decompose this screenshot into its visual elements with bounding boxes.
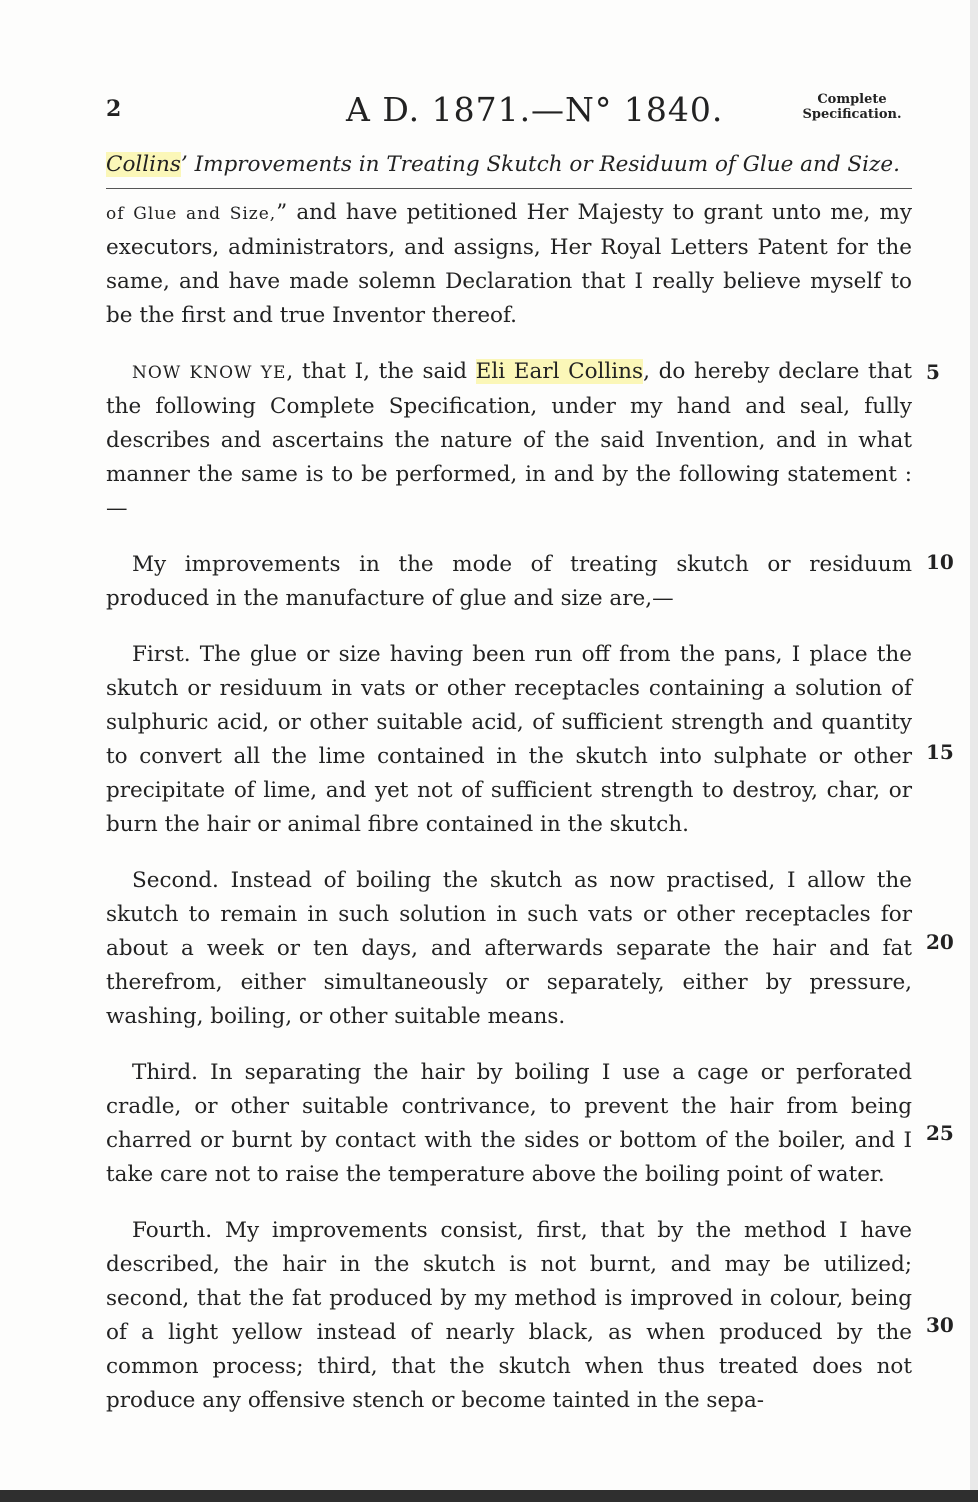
now-know-ye: NOW KNOW YE	[132, 363, 287, 383]
smallcaps-text: of Glue and Size,	[106, 204, 277, 224]
paragraph-5: Second. Instead of boiling the skutch as now practised, I allow the skutch to remain in such solution in such vats or other receptacles for about a week or ten days, and afterwards separate the hair and fat therefrom, either simultaneously or separately, either by pressure, washing, boiling, or other suitable means.	[106, 868, 912, 1029]
paragraph-2-before: , that I, the said	[286, 359, 476, 384]
document-body	[106, 196, 912, 1440]
paragraph-4: First. The glue or size having been run off from the pans, I place the skutch or residuum in vats or other receptacles containing a solution of sulphuric acid, or other suitable acid, of sufficient strength and quantity to convert all the lime contained in the skutch into sulphate or other precipitate of lime, and yet not of sufficient strength to destroy, char, or burn the hair or animal fibre contained in the skutch.	[106, 642, 912, 837]
bottom-bar	[0, 1490, 978, 1502]
page-header	[106, 86, 912, 136]
paragraph-2-after: , do hereby declare that the following Complete Specification, under my hand and seal, fully describes and ascertains the nature of the said Invention, and in what manner the same is to be performed, in and by the following statement :—	[106, 359, 912, 521]
paragraph-3: My improvements in the mode of treating skutch or residuum produced in the manufacture of glue and size are,—	[106, 552, 912, 611]
highlighted-name: Collins	[106, 152, 181, 177]
specification-label	[792, 92, 912, 122]
subtitle-rest: ’ Improvements in Treating Skutch or Residuum of Glue and Size.	[180, 152, 900, 177]
page-number: 2	[106, 96, 122, 122]
spec-label-line2: Specification.	[802, 107, 902, 122]
spec-label-line1: Complete	[817, 92, 887, 107]
line-number-5: 5	[926, 360, 940, 384]
line-number-10: 10	[926, 550, 954, 574]
line-number-30: 30	[926, 1313, 954, 1337]
line-number-20: 20	[926, 930, 954, 954]
paragraph-1-text: ” and have petitioned Her Majesty to grant unto me, my executors, administrators, and assigns, Her Royal Letters Patent for the same, and have made solemn Declaration that I really believe myself to be the first and true Inventor thereof.	[106, 200, 912, 328]
paragraph-6: Third. In separating the hair by boiling I use a cage or perforated cradle, or other suitable contrivance, to prevent the hair from being charred or burnt by contact with the sides or bottom of the boiler, and I take care not to raise the temperature above the boiling point of water.	[106, 1060, 912, 1187]
page-title: A D. 1871.—N° 1840.	[346, 90, 724, 129]
paragraph-2	[106, 355, 912, 526]
header-rule	[106, 188, 912, 189]
line-number-15: 15	[926, 740, 954, 764]
page-edge	[970, 0, 978, 1490]
highlighted-inventor-name: Eli Earl Collins	[475, 359, 644, 384]
paragraph-7: Fourth. My improvements consist, first, that by the method I have described, the hair in the skutch is not burnt, and may be utilized; second, that the fat produced by my method is improved in colour, being of a light yellow instead of nearly black, as when produced by the common process; third, that the skutch when thus treated does not produce any offensive stench or become tainted in the sepa-	[106, 1218, 912, 1413]
line-number-25: 25	[926, 1121, 954, 1145]
paragraph-1	[106, 196, 912, 333]
running-subtitle	[106, 152, 912, 177]
